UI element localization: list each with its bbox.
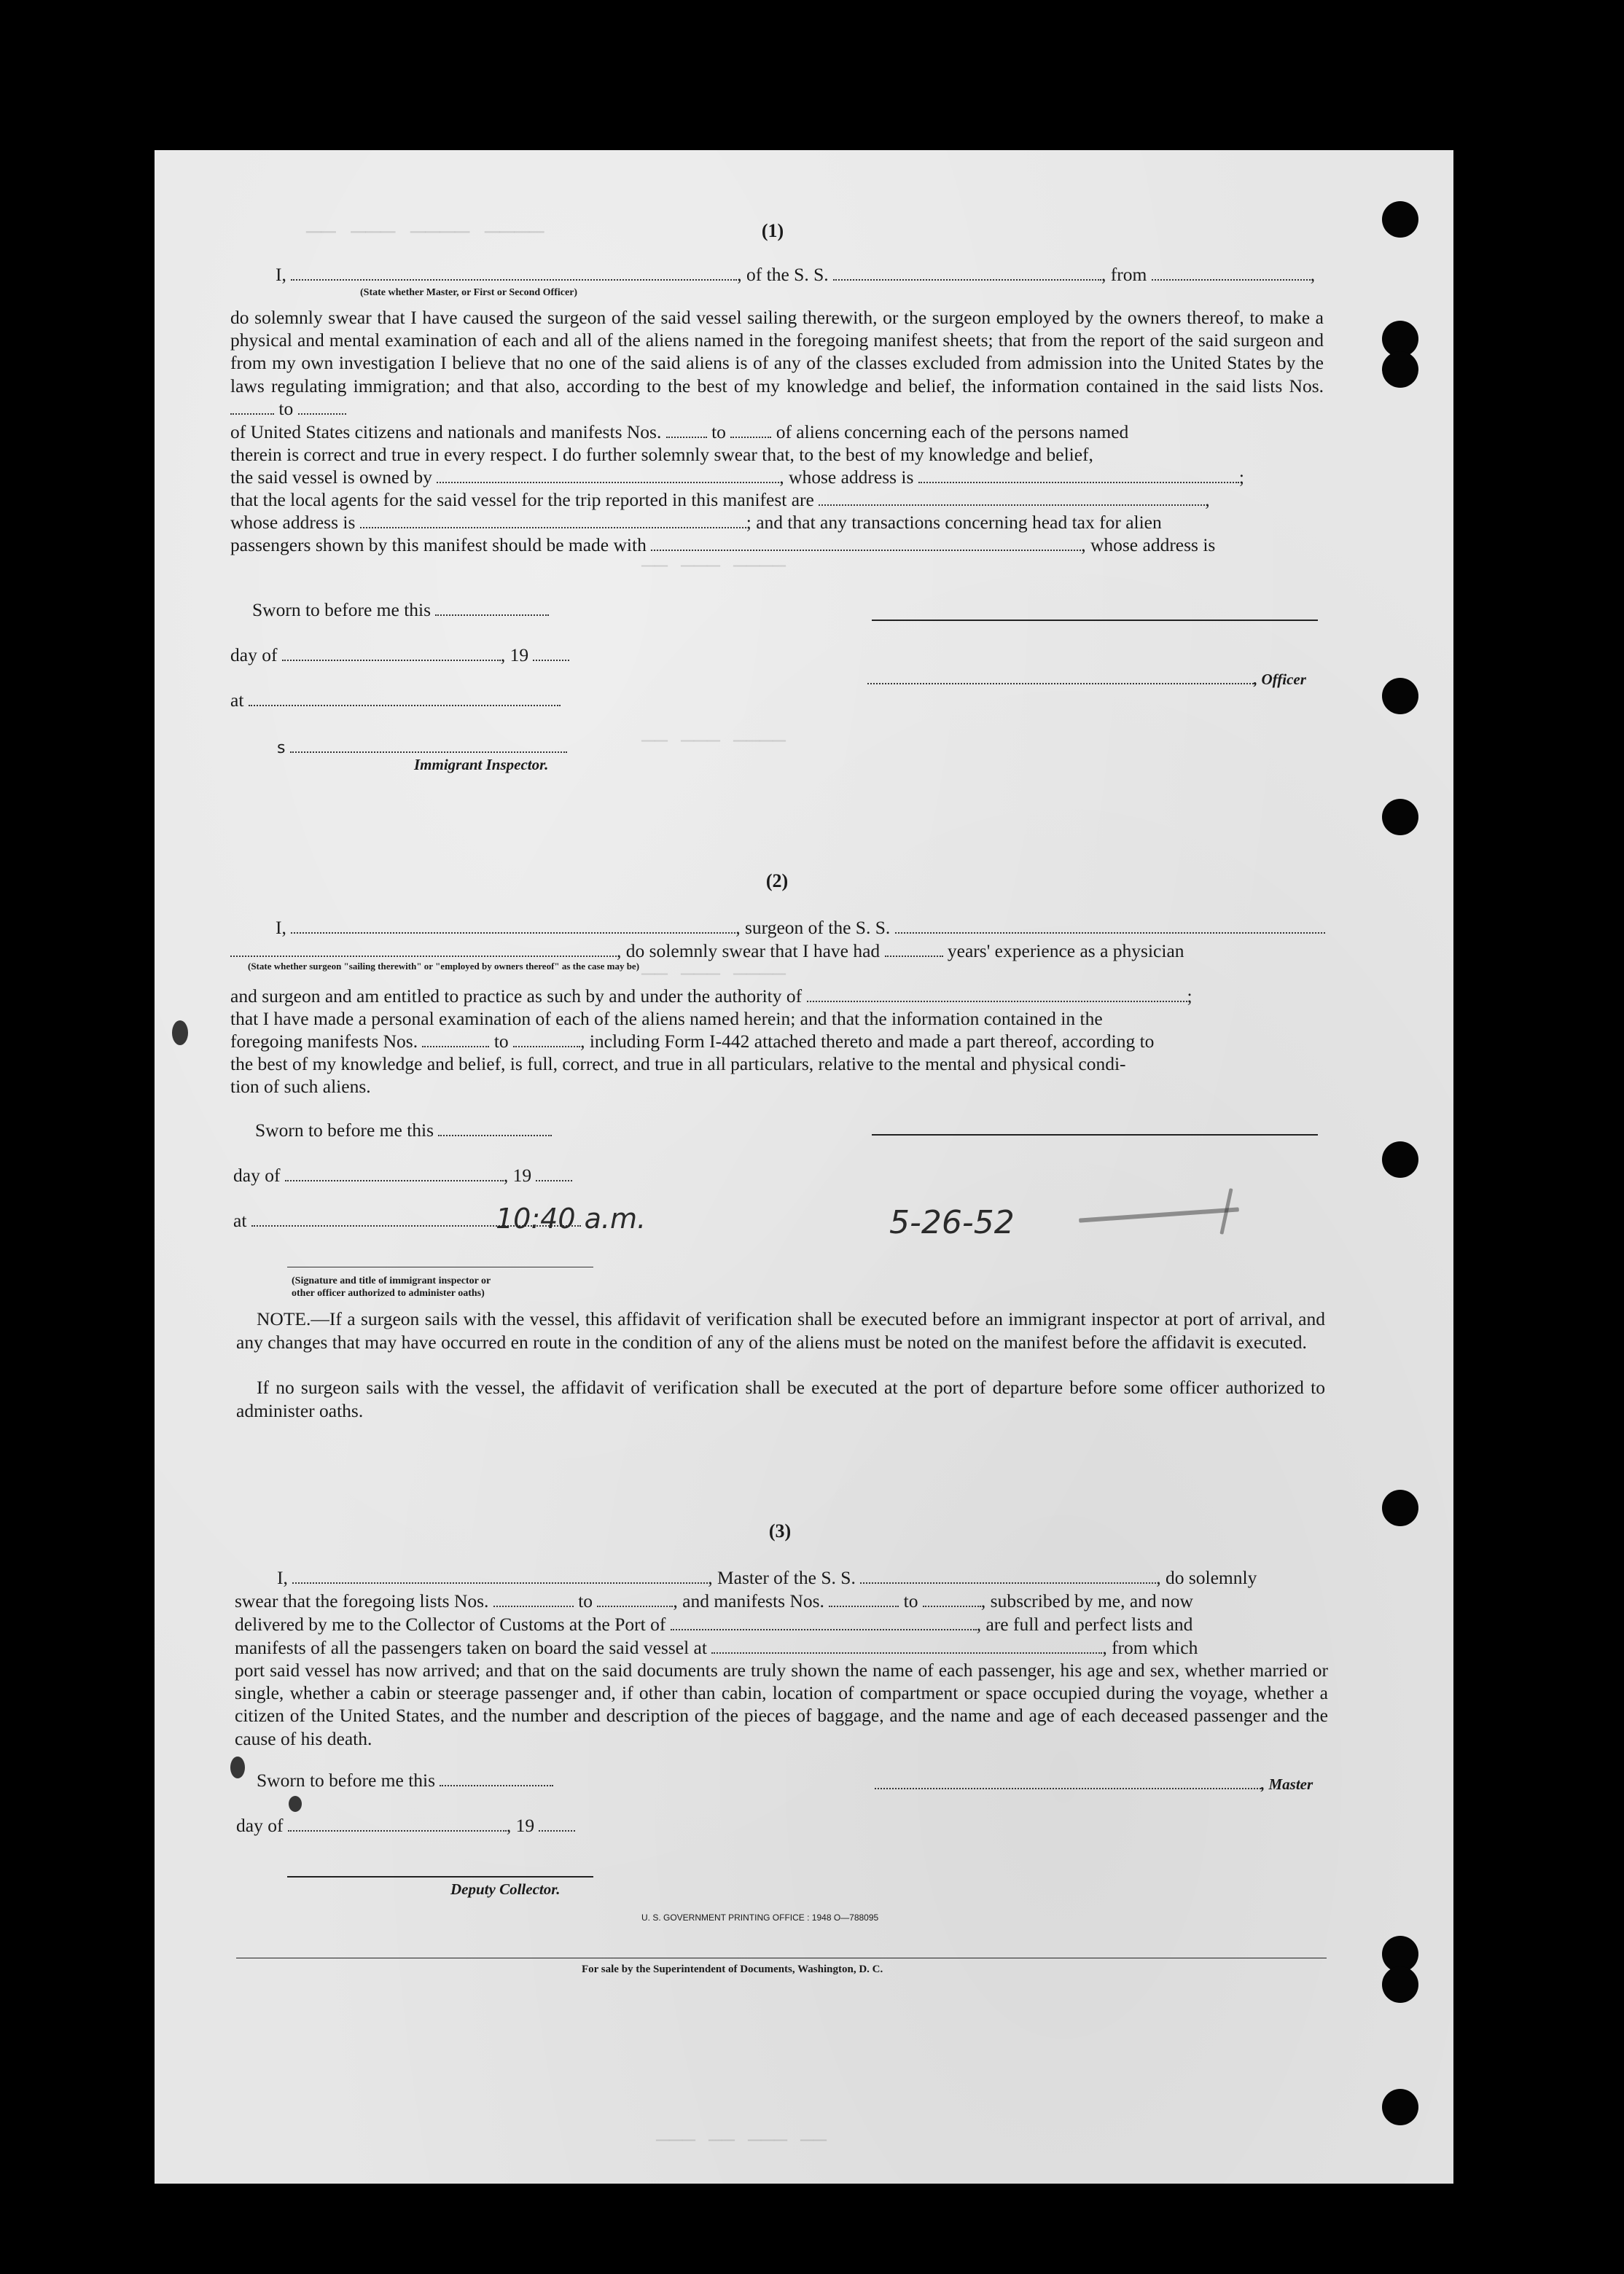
- oath-i: I,: [276, 917, 286, 938]
- therein-line: therein is correct and true in every respect. I do further solemnly swear that, to the best of my knowledge and belief,: [230, 444, 1093, 465]
- master-signature-field[interactable]: [875, 1775, 1261, 1789]
- section-2-examination: that I have made a personal examination of each of the aliens named herein; and that the information contained in the: [230, 1008, 1103, 1029]
- surgeon-ship-field[interactable]: [895, 919, 1325, 934]
- master-ship-field[interactable]: [860, 1569, 1156, 1584]
- agents-field[interactable]: [819, 491, 1205, 506]
- year-prefix: , 19: [500, 644, 529, 665]
- year-prefix: , 19: [503, 1165, 532, 1186]
- from-label: , from: [1101, 264, 1147, 285]
- ink-smudge: [172, 1020, 188, 1045]
- manifest-to-field[interactable]: [730, 423, 771, 438]
- agents-line: [230, 489, 1210, 511]
- section-1-text: do solemnly swear that I have caused the surgeon of the said vessel sailing therewith, or the surgeon employed by the owners thereof, to make a physical and mental examination of each and all of the aliens named in the foregoing manifest sheets; that from the report of the said surgeon and from my own investigation I believe that no one of the said aliens is of any of the classes excluded from admission into the United States by the laws regulating immigration; and that also, according to the best of my knowledge and belief, the information contained in the said lists Nos.: [230, 307, 1324, 396]
- citizens-label: of United States citizens and nationals and manifests Nos.: [230, 421, 662, 442]
- ink-smudge: [230, 1757, 245, 1778]
- for-sale-line: For sale by the Superintendent of Documents, Washington, D. C.: [582, 1964, 883, 1975]
- inspector-signature-field[interactable]: [290, 738, 567, 753]
- section-1-sworn: [252, 599, 549, 621]
- section-1-paragraph: [230, 306, 1324, 420]
- section-2-number: (2): [765, 870, 789, 891]
- citizens-line: [230, 421, 1128, 443]
- at-label: at: [233, 1210, 247, 1231]
- to-label: to: [278, 397, 294, 419]
- printing-office-line: U. S. GOVERNMENT PRINTING OFFICE : 1948 O—788095: [641, 1912, 879, 1923]
- port-label: delivered by me to the Collector of Customs at the Port of: [235, 1614, 666, 1635]
- owner-field[interactable]: [437, 469, 779, 483]
- surgeon-manifest-to-field[interactable]: [513, 1033, 580, 1047]
- manifest-from-field[interactable]: [666, 423, 707, 438]
- binder-hole: [1382, 321, 1418, 357]
- sworn-year-field[interactable]: [533, 646, 569, 661]
- oath-i: I,: [277, 1567, 288, 1588]
- immigrant-inspector-label: Immigrant Inspector.: [414, 756, 549, 773]
- whose-address-label: , whose address is: [1081, 534, 1216, 555]
- deputy-collector-label: Deputy Collector.: [450, 1880, 561, 1898]
- bleed-through-mark: ———— ——— ——: [641, 962, 786, 987]
- handwritten-time: 10:40 a.m.: [496, 1203, 647, 1235]
- section-1-first-line: [276, 264, 1315, 286]
- sworn-place-field[interactable]: [249, 692, 561, 706]
- head-tax-label: ; and that any transactions concerning head tax for alien: [746, 512, 1162, 533]
- authority-label: and surgeon and am entitled to practice as such by and under the authority of: [230, 985, 803, 1007]
- port-field[interactable]: [671, 1616, 977, 1630]
- passengers-label: passengers shown by this manifest should be made with: [230, 534, 647, 555]
- experience-label: years' experience as a physician: [947, 940, 1184, 961]
- master-manifest-from-field[interactable]: [829, 1593, 899, 1607]
- to-label: to: [578, 1590, 593, 1611]
- at-label: at: [230, 689, 244, 711]
- binder-hole: [1382, 1936, 1418, 1972]
- section-3-lists: [235, 1590, 1193, 1612]
- sworn-label: Sworn to before me this: [255, 1120, 434, 1141]
- from-which-label: , from which: [1102, 1637, 1198, 1658]
- master-label: , Master: [1261, 1775, 1313, 1793]
- officer-label-line: [867, 668, 1306, 689]
- note-paragraph-1: [236, 1308, 1325, 1353]
- whose-address-label: , whose address is: [779, 466, 914, 488]
- note-label: NOTE.: [257, 1308, 311, 1329]
- section-2-manifests: [230, 1031, 1154, 1052]
- sworn-day-field[interactable]: [435, 601, 549, 616]
- surgeon-sworn-month-field[interactable]: [285, 1167, 504, 1181]
- master-manifest-to-field[interactable]: [923, 1593, 981, 1607]
- handwritten-date: 5-26-52: [889, 1204, 1015, 1241]
- to-label: to: [711, 421, 726, 442]
- bleed-through-mark: ———— ——— ——: [641, 554, 786, 579]
- section-1-number: (1): [761, 220, 784, 241]
- note-paragraph-2: [236, 1376, 1325, 1422]
- to-label: to: [903, 1590, 918, 1611]
- to-label: to: [493, 1031, 509, 1052]
- whose-address-label: whose address is: [230, 512, 356, 533]
- semicolon: ;: [1187, 985, 1192, 1007]
- section-1-day-of: [230, 644, 569, 666]
- section-3-day-of: [236, 1815, 575, 1837]
- lists-label: swear that the foregoing lists Nos.: [235, 1590, 489, 1611]
- owner-address-field[interactable]: [918, 469, 1239, 483]
- section-2-first-line: [276, 917, 1325, 939]
- section-2-day-of: [233, 1165, 572, 1187]
- note-text: —If a surgeon sails with the vessel, this affidavit of verification shall be executed before an immigrant inspector at port of arrival, and any changes that may have occurred en route in the condition of any of the aliens must be noted on the manifest before the affidavit is executed.: [236, 1308, 1325, 1353]
- officer-name-field[interactable]: [291, 266, 737, 281]
- section-1-at: [230, 689, 561, 711]
- surgeon-sworn-day-field[interactable]: [438, 1122, 552, 1136]
- officer-signature-field[interactable]: [867, 670, 1254, 684]
- from-port-field[interactable]: [1152, 266, 1311, 281]
- whose-address-line: [230, 512, 1162, 534]
- section-2-best-of: the best of my knowledge and belief, is full, correct, and true in all particulars, relative to the mental and physical condi-: [230, 1053, 1126, 1074]
- perfect-lists-label: , are full and perfect lists and: [976, 1614, 1193, 1635]
- section-3-number: (3): [768, 1520, 792, 1542]
- years-label: , do solemnly swear that I have had: [617, 940, 881, 961]
- surgeon-caption: (State whether surgeon "sailing therewith" or "employed by owners thereof" as the case may be): [248, 961, 640, 972]
- section-2-second-line: [230, 940, 1184, 962]
- binder-hole: [1382, 2089, 1418, 2125]
- boarding-port-field[interactable]: [711, 1639, 1102, 1654]
- manifests-label: , and manifests Nos.: [673, 1590, 824, 1611]
- of-ss-label: , of the S. S.: [737, 264, 829, 285]
- section-3-first-line: [277, 1567, 1257, 1589]
- solemnly-label: , do solemnly: [1156, 1567, 1257, 1588]
- owned-by-label: the said vessel is owned by: [230, 466, 432, 488]
- bleed-through-mark: —— ——— —— ———: [656, 2128, 827, 2153]
- agent-address-field[interactable]: [360, 514, 746, 528]
- binder-hole: [1382, 678, 1418, 714]
- sworn-month-field[interactable]: [282, 646, 501, 661]
- comma: ,: [1310, 264, 1316, 285]
- passengers-line: [230, 534, 1215, 556]
- citizen-list-from-field[interactable]: [230, 400, 274, 415]
- master-of-ss-label: , Master of the S. S.: [708, 1567, 856, 1588]
- officer-signature-line: [872, 620, 1318, 621]
- day-of-label: day of: [230, 644, 278, 665]
- day-of-label: day of: [236, 1815, 284, 1836]
- section-3-boarded: [235, 1637, 1198, 1659]
- aliens-label: of aliens concerning each of the persons named: [776, 421, 1129, 442]
- bleed-through-mark: ———— ———— ——— ——: [306, 219, 544, 246]
- ship-name-field[interactable]: [833, 266, 1101, 281]
- citizen-list-to-field[interactable]: [298, 400, 346, 415]
- master-list-from-field[interactable]: [493, 1593, 574, 1607]
- master-sworn-year-field[interactable]: [539, 1817, 575, 1832]
- oath-i: I,: [276, 264, 286, 285]
- semicolon: ;: [1238, 466, 1244, 488]
- agents-label: that the local agents for the said vessel for the trip reported in this manifest are: [230, 489, 814, 510]
- master-sworn-day-field[interactable]: [440, 1772, 553, 1786]
- section-2-authority: [230, 985, 1192, 1007]
- sworn-label: Sworn to before me this: [252, 599, 432, 620]
- master-signature-line: [875, 1773, 1313, 1794]
- deputy-signature-line: [287, 1876, 593, 1878]
- officer-label: , Officer: [1254, 671, 1306, 688]
- handwritten-initial: s: [277, 739, 286, 757]
- form-label: , including Form I-442 attached thereto and made a part thereof, according to: [580, 1031, 1155, 1052]
- section-3-paragraph: port said vessel has now arrived; and that on the said documents are truly shown the name of each passenger, his age and sex, whether married or single, whether a cabin or steerage passenger and, if other than cabin, location of compartment or space occupied during the voyage, whether a citizen of the United States, and the number and description of the pieces of baggage, and the name and age of each deceased passenger and the cause of his death.: [235, 1660, 1328, 1749]
- master-list-to-field[interactable]: [597, 1593, 673, 1607]
- officer-caption: (State whether Master, or First or Second Officer): [360, 287, 578, 298]
- day-of-label: day of: [233, 1165, 281, 1186]
- signature-caption-1: (Signature and title of immigrant inspector or: [292, 1275, 491, 1286]
- surgeon-manifest-from-field[interactable]: [422, 1033, 489, 1047]
- year-prefix: , 19: [506, 1815, 535, 1836]
- binder-hole: [1382, 201, 1418, 238]
- head-tax-agent-field[interactable]: [651, 536, 1081, 551]
- owned-by-line: [230, 466, 1244, 488]
- sworn-label: Sworn to before me this: [257, 1770, 436, 1791]
- surgeon-sworn-year-field[interactable]: [536, 1167, 572, 1181]
- binder-hole: [1382, 799, 1418, 835]
- boarded-label: manifests of all the passengers taken on board the said vessel at: [235, 1637, 707, 1658]
- comma: ,: [1205, 489, 1210, 510]
- binder-hole: [1382, 1490, 1418, 1526]
- section-2-sworn: [255, 1120, 552, 1141]
- surgeon-type-field[interactable]: [230, 942, 617, 957]
- binder-hole: [1382, 1141, 1418, 1178]
- note-text-2: If no surgeon sails with the vessel, the affidavit of verification shall be executed at the port of departure before some officer authorized to administer oaths.: [236, 1377, 1325, 1421]
- surgeon-name-field[interactable]: [291, 919, 735, 934]
- master-name-field[interactable]: [292, 1569, 708, 1584]
- inspector-signature-line: [277, 736, 567, 758]
- section-3-port: [235, 1614, 1192, 1636]
- section-2-condition: tion of such aliens.: [230, 1076, 371, 1097]
- surgeon-signature-line: [872, 1134, 1318, 1136]
- master-sworn-month-field[interactable]: [288, 1817, 507, 1832]
- years-experience-field[interactable]: [885, 942, 943, 957]
- section-3-sworn: [257, 1770, 553, 1792]
- subscribed-label: , subscribed by me, and now: [980, 1590, 1193, 1611]
- surgeon-of-ss-label: , surgeon of the S. S.: [735, 917, 891, 938]
- manifests-label: foregoing manifests Nos.: [230, 1031, 418, 1052]
- ink-smudge: [289, 1796, 302, 1812]
- bleed-through-mark: ———— ——— ——: [641, 729, 786, 754]
- signature-caption-2: other officer authorized to administer oaths): [292, 1288, 485, 1299]
- authority-field[interactable]: [807, 988, 1187, 1002]
